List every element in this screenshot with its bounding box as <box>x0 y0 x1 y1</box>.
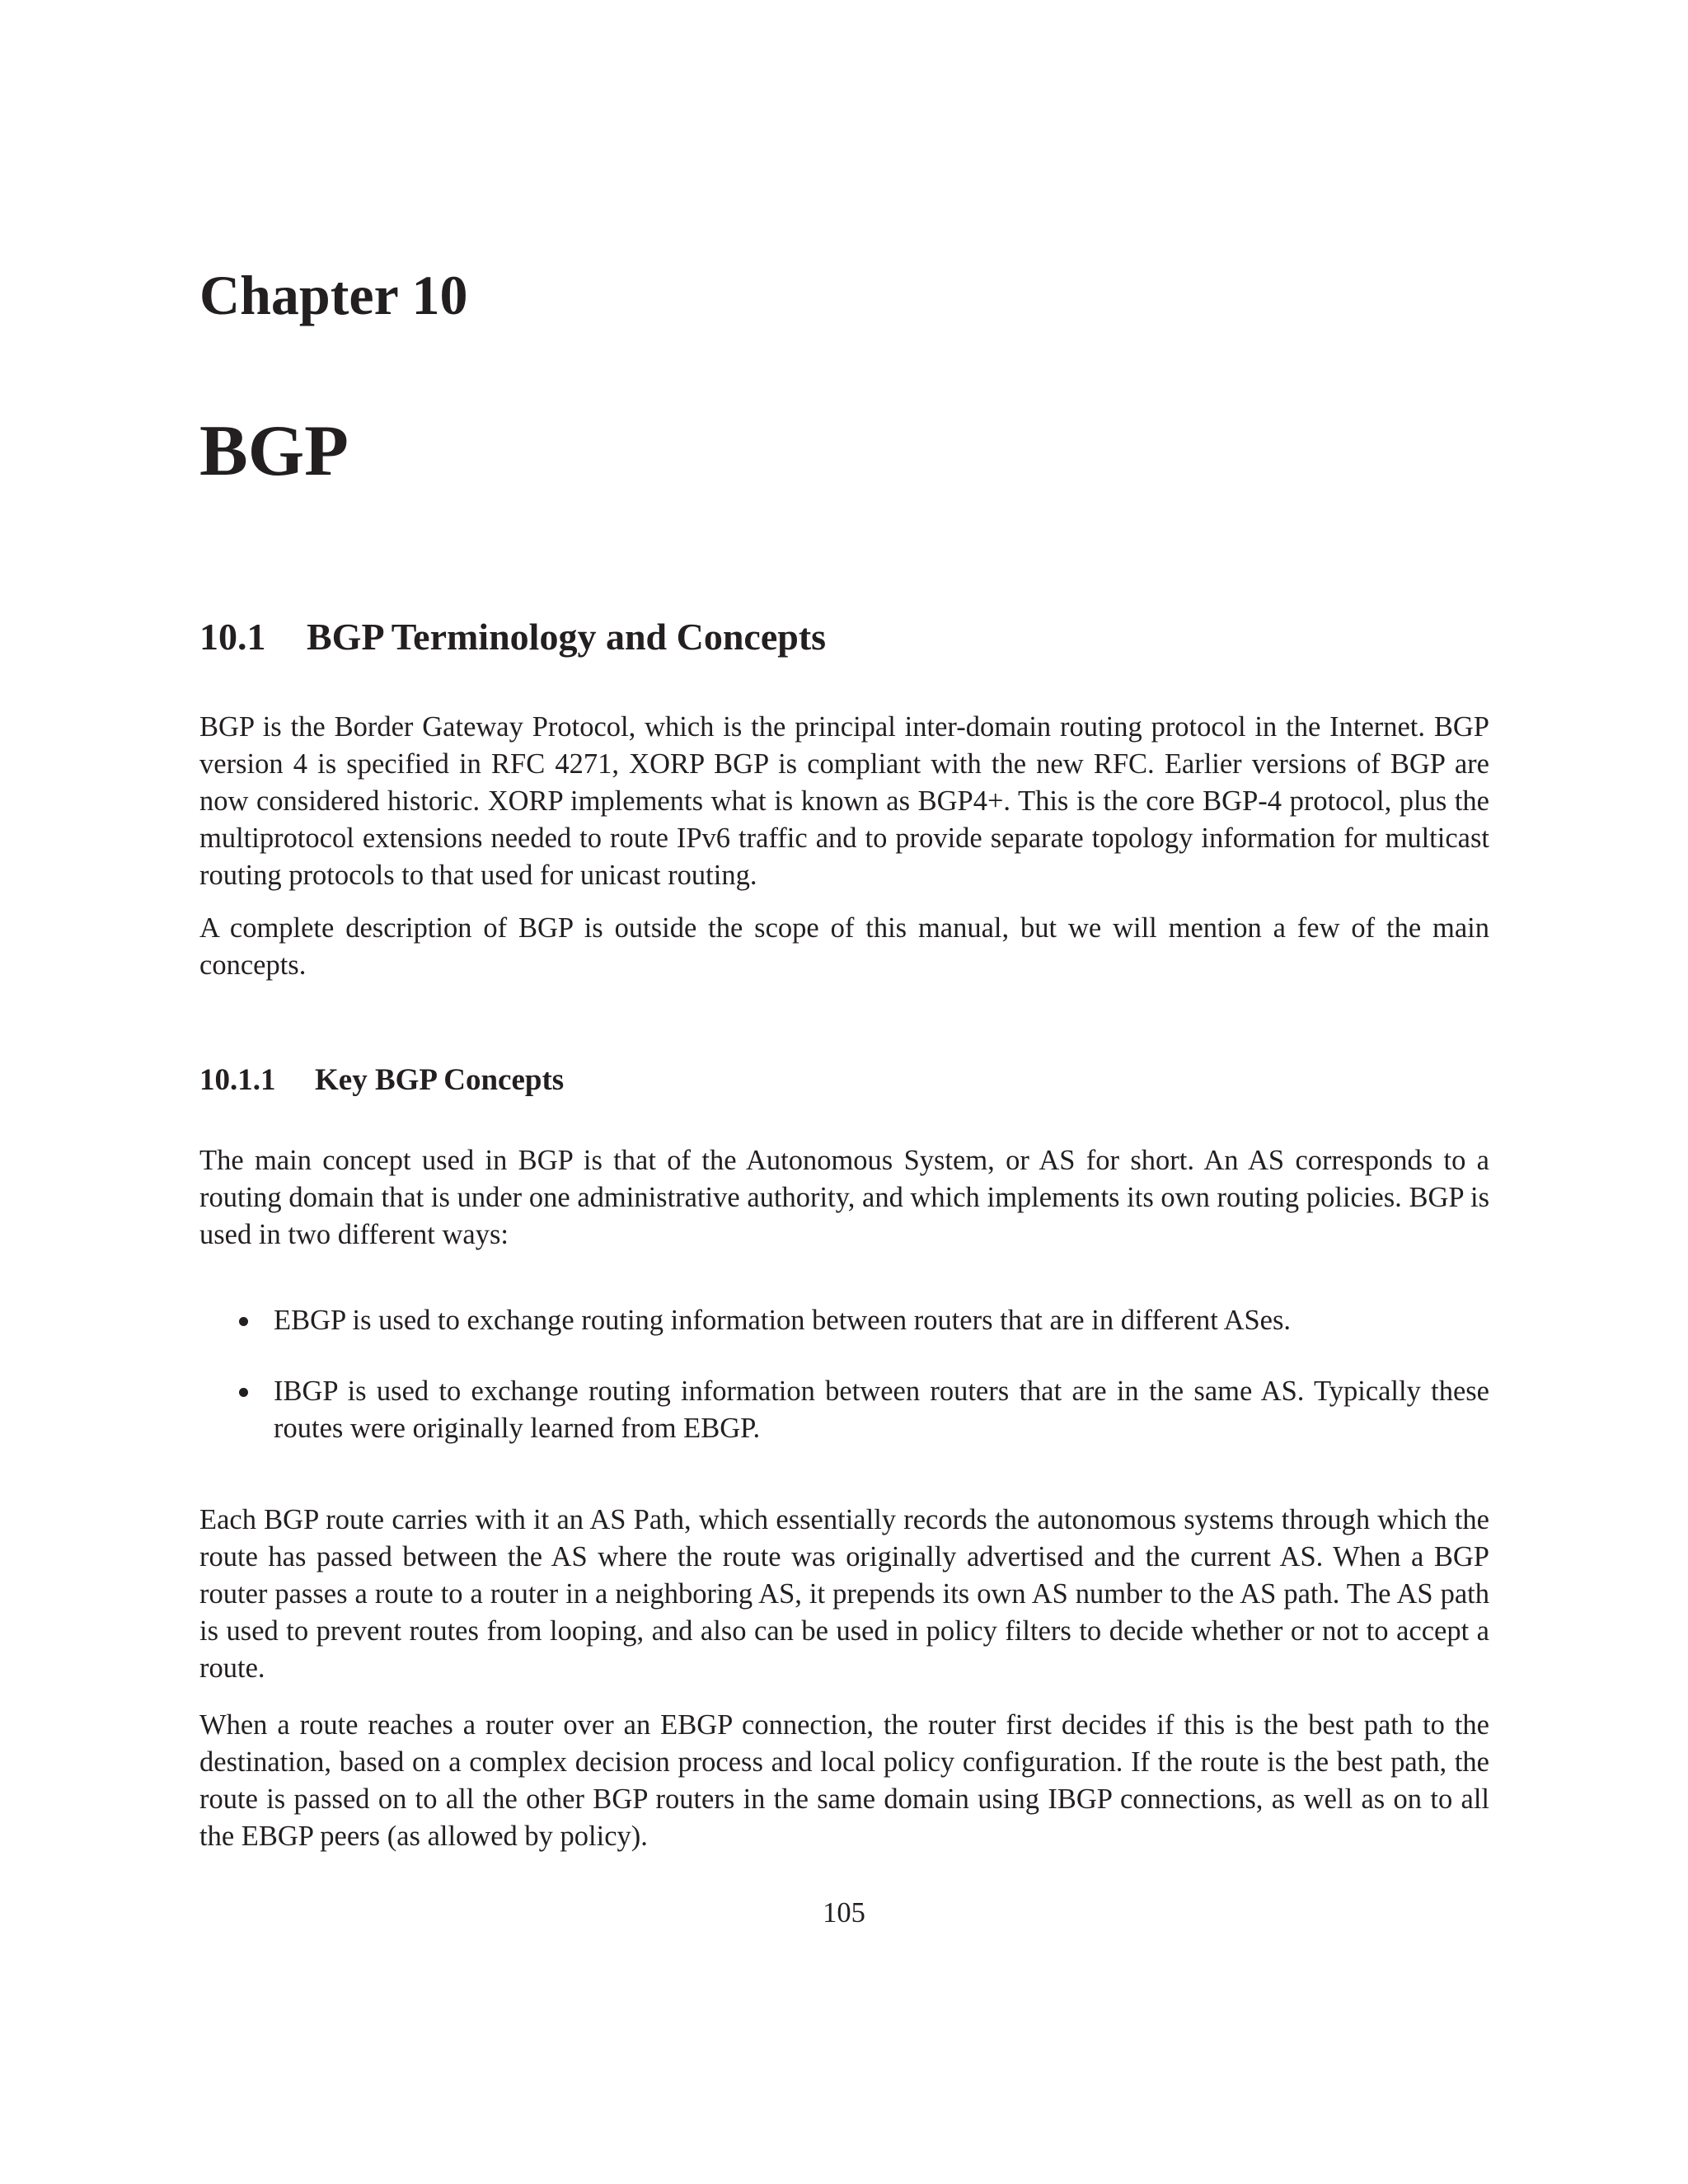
paragraph: A complete description of BGP is outside the scope of this manual, but we will mention a few of the main concepts. <box>199 912 1489 981</box>
bullet-list <box>239 1302 1489 1447</box>
bullet-icon <box>239 1388 248 1397</box>
subsection-intro <box>199 1142 1489 1254</box>
subsection-heading <box>199 1062 564 1099</box>
list-item-text: EBGP is used to exchange routing information between routers that are in different ASes. <box>274 1305 1292 1336</box>
bullet-icon <box>239 1317 248 1326</box>
page-number: 105 <box>823 1897 865 1929</box>
section-body <box>199 709 1489 984</box>
list-item <box>239 1373 1489 1447</box>
section-title: BGP Terminology and Concepts <box>307 616 827 658</box>
paragraph: BGP is the Border Gateway Protocol, which is the principal inter-domain routing protocol in the Internet. BGP version 4 is specified in RFC 4271, XORP BGP is compliant with the new RFC. Earlier versions of BGP are now considered historic. XORP implements what is known as BGP4+. This is the core BGP-4 protocol, plus the multiprotocol extensions needed to route IPv6 traffic and to provide separate topology information for multicast routing protocols to that used for unicast routing. <box>199 711 1489 891</box>
chapter-label: Chapter 10 <box>199 264 468 326</box>
subsection-number: 10.1.1 <box>199 1063 276 1097</box>
section-number: 10.1 <box>199 616 266 658</box>
paragraph: When a route reaches a router over an EBGP connection, the router first decides if this is the best path to the destination, based on a complex decision process and local policy configuration. If the route is the best path, the route is passed on to all the other BGP routers in the same domain using IBGP connections, as well as on to all the EBGP peers (as allowed by policy). <box>199 1709 1489 1852</box>
chapter-title: BGP <box>199 411 349 491</box>
subsection-title: Key BGP Concepts <box>315 1063 565 1097</box>
list-item <box>239 1302 1489 1339</box>
list-item-text: IBGP is used to exchange routing information between routers that are in the same AS. Typically these routes were originally learned from EBGP. <box>274 1376 1489 1444</box>
paragraph: Each BGP route carries with it an AS Path, which essentially records the autonomous systems through which the route has passed between the AS where the route was originally advertised and the current AS. When a BGP router passes a route to a router in a neighboring AS, it prepends its own AS number to the AS path. The AS path is used to prevent routes from looping, and also can be used in policy filters to decide whether or not to accept a route. <box>199 1504 1489 1684</box>
section-heading <box>199 614 826 660</box>
subsection-body <box>199 1502 1489 1855</box>
paragraph: The main concept used in BGP is that of the Autonomous System, or AS for short. An AS corresponds to a routing domain that is under one administrative authority, and which implements its own routing policies. BGP is used in two different ways: <box>199 1145 1489 1250</box>
